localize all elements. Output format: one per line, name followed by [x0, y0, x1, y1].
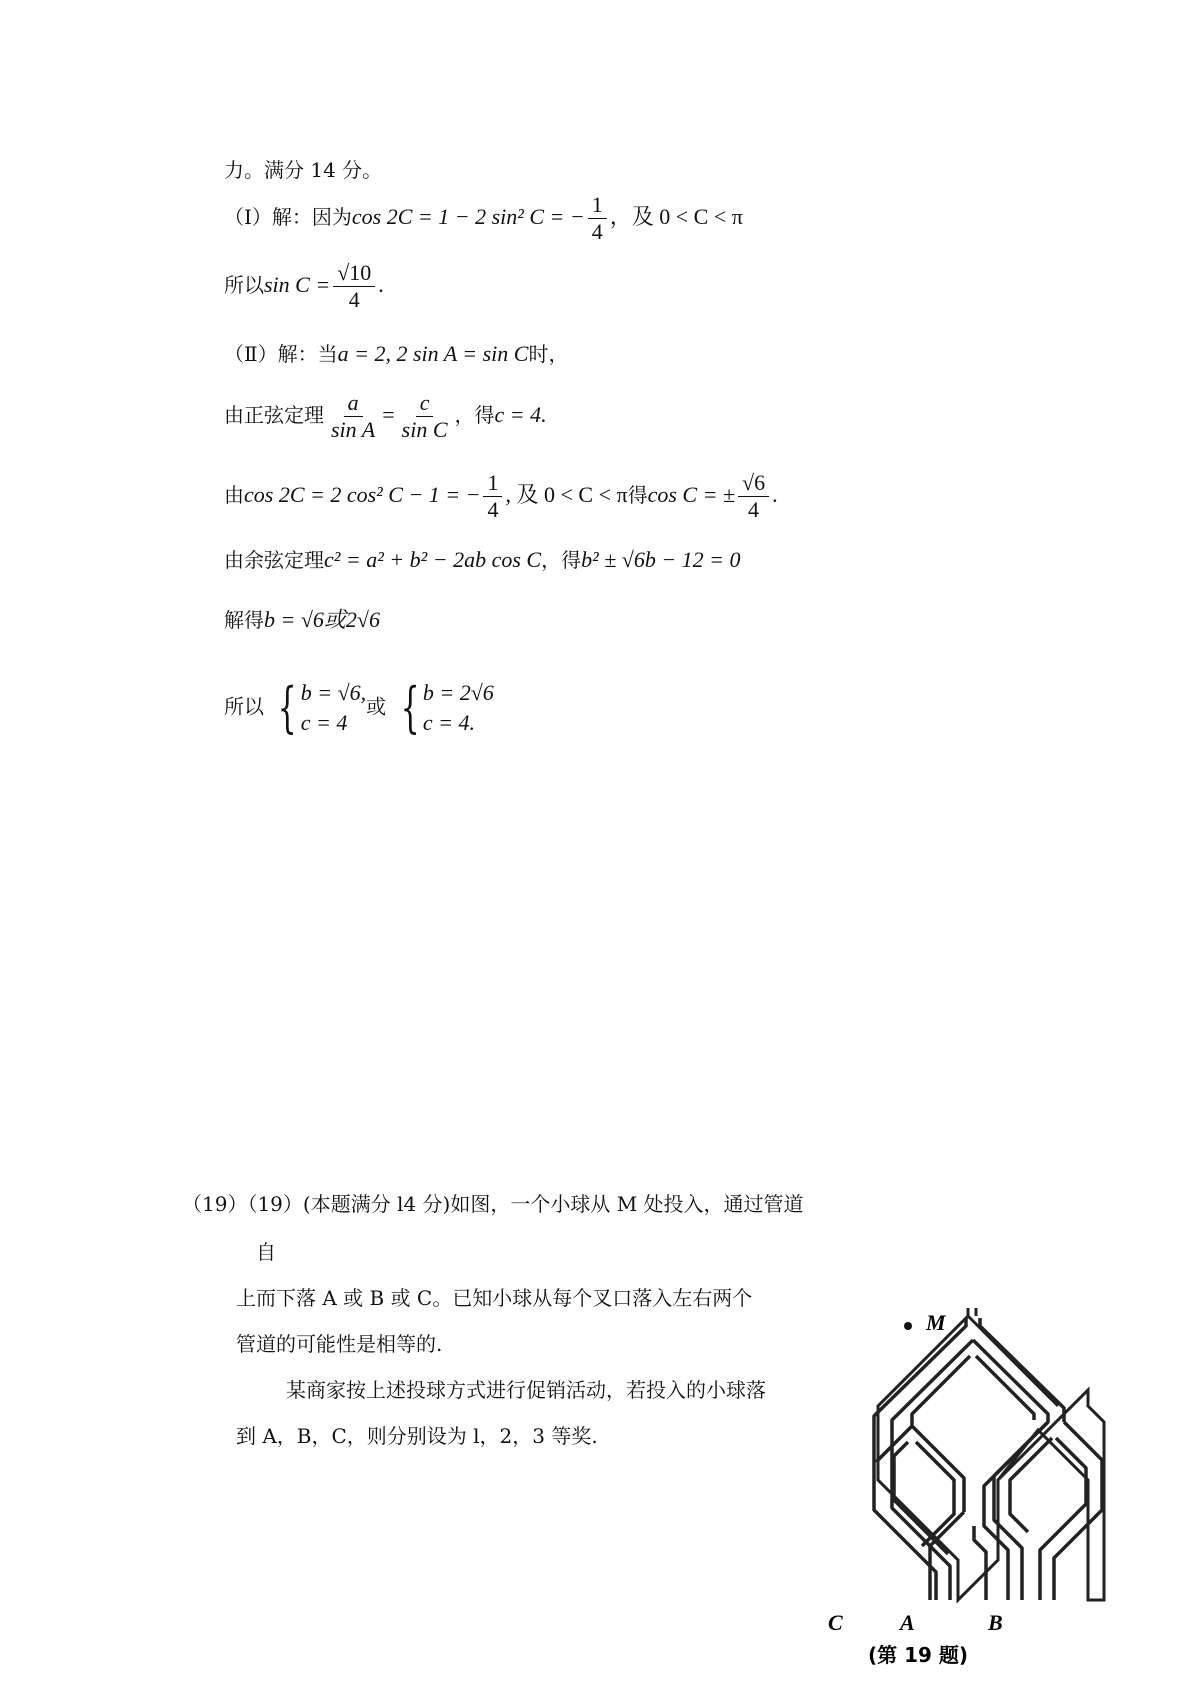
line-6: [224, 470, 778, 523]
system-rows: [423, 678, 494, 738]
problem-text: （19）(本题满分 l4 分)如图，一个小球从 M 处投入，通过管道: [247, 1192, 804, 1216]
problem-19-line-6: [236, 1422, 598, 1450]
numerator: c: [416, 390, 434, 417]
problem-19-line-4: [236, 1330, 442, 1358]
text: 力。满分 14 分。: [224, 158, 383, 182]
system-row: b = 2√6: [422, 680, 494, 705]
text: ，及 0 < C < π: [609, 204, 743, 229]
label-b: B: [988, 1610, 1003, 1635]
wall: [974, 1526, 986, 1600]
system-row: c = 4: [300, 710, 348, 735]
math: cos C = ±: [647, 482, 736, 507]
numerator: 1: [588, 192, 607, 219]
text: ，得: [454, 403, 495, 427]
fraction: [483, 470, 502, 523]
wall: [916, 1442, 954, 1546]
text: .: [378, 272, 384, 297]
line-2: [224, 192, 743, 245]
wall: [912, 1426, 964, 1512]
text: 或: [366, 694, 387, 719]
brace: {: [400, 676, 420, 739]
math: cos 2C = 2 cos² C − 1 = −: [244, 482, 481, 507]
denominator: 4: [487, 497, 499, 522]
text: （Ⅱ）解：当: [224, 342, 338, 366]
ball-dot: [904, 1322, 912, 1330]
text: 由余弦定理: [224, 548, 324, 572]
text: 时，: [528, 342, 569, 366]
problem-text: 到 A，B，C，则分别设为 l，2，3 等奖.: [236, 1424, 598, 1448]
text: 由正弦定理: [224, 403, 324, 427]
line-5: [224, 390, 547, 443]
line-3: [224, 260, 384, 313]
text: ，得: [541, 548, 582, 572]
fraction: [738, 470, 769, 523]
denominator: sin A: [331, 417, 376, 442]
problem-text: 上而下落 A 或 B 或 C。已知小球从每个叉口落入左右两个: [236, 1286, 753, 1310]
text: 所以: [224, 273, 264, 297]
line-7: [224, 546, 741, 574]
denominator: 4: [591, 219, 603, 244]
fraction: [333, 260, 375, 313]
math: sin C =: [264, 272, 331, 297]
denominator: sin C: [401, 417, 448, 442]
line-1: [224, 156, 382, 184]
pipe-figure: [828, 1300, 1128, 1698]
system-row: b = √6,: [300, 680, 367, 705]
label-m: M: [926, 1310, 946, 1335]
math: c² = a² + b² − 2ab cos C: [324, 547, 542, 572]
fraction: [398, 390, 452, 443]
math: b² ± √6b − 12 = 0: [581, 547, 741, 572]
text: 解得: [224, 608, 264, 632]
line-9: [224, 678, 494, 738]
problem-19-head: [182, 1190, 804, 1218]
fraction: [588, 192, 607, 245]
problem-text: 某商家按上述投球方式进行促销活动，若投入的小球落: [286, 1378, 766, 1402]
figure-caption: (第 19 题): [868, 1643, 969, 1667]
equation-system-1: [270, 678, 366, 738]
text: .: [772, 482, 778, 507]
equation-system-2: [393, 678, 494, 738]
problem-number: （19）: [182, 1192, 248, 1216]
numerator: 1: [483, 470, 502, 497]
problem-text: 自: [256, 1240, 276, 1264]
math: c = 4.: [494, 402, 547, 427]
problem-text: 管道的可能性是相等的.: [236, 1332, 443, 1356]
numerator: a: [344, 390, 363, 417]
line-4: [224, 340, 568, 368]
denominator: 4: [348, 287, 360, 312]
text: （Ⅰ）解：因为: [224, 205, 352, 229]
problem-19-line-5: [286, 1376, 766, 1404]
wall: [1040, 1438, 1086, 1600]
fraction: [327, 390, 379, 443]
label-c: C: [828, 1610, 843, 1635]
line-8: [224, 606, 380, 634]
label-a: A: [900, 1610, 915, 1635]
text: 由: [224, 483, 244, 507]
denominator: 4: [748, 497, 760, 522]
problem-19-line-2: [256, 1238, 276, 1266]
wall: [976, 1356, 1034, 1420]
math: a = 2, 2 sin A = sin C: [337, 341, 529, 366]
brace: {: [278, 676, 297, 739]
problem-19-line-3: [236, 1284, 752, 1312]
numerator: √6: [738, 470, 769, 497]
math: b = √6或2√6: [264, 607, 380, 632]
text: 得: [627, 483, 648, 507]
math: , 及 0 < C < π: [505, 482, 628, 507]
text: 所以: [224, 694, 264, 719]
system-row: c = 4.: [422, 710, 475, 735]
numerator: √10: [333, 260, 375, 287]
system-rows: [301, 678, 366, 738]
math: cos 2C = 1 − 2 sin² C = −: [351, 204, 585, 229]
equals: =: [382, 402, 395, 427]
